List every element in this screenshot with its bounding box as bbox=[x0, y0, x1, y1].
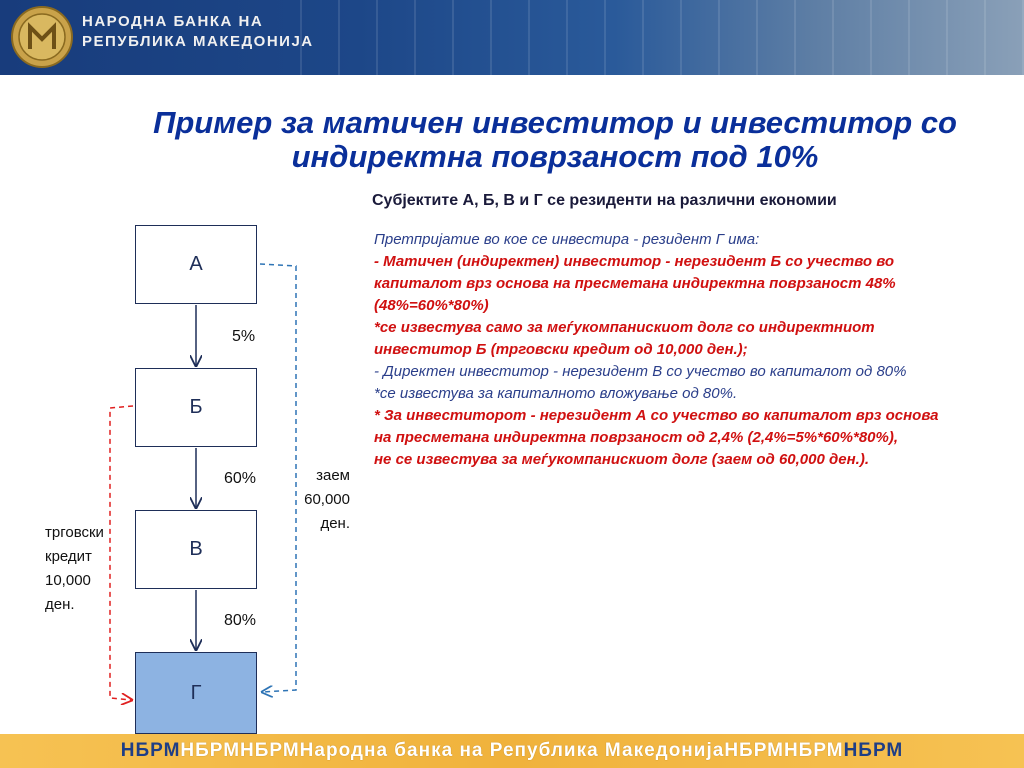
footer-text-part: НБРМНБРМ bbox=[724, 740, 844, 761]
footer-text-part: НБРМНБРМ bbox=[180, 740, 300, 761]
bank-name-line1: НАРОДНА БАНКА НА bbox=[82, 13, 264, 30]
bank-name-line2: РЕПУБЛИКА МАКЕДОНИЈА bbox=[82, 33, 314, 50]
pct-a-b: 5% bbox=[232, 328, 256, 345]
pct-b-v: 60% bbox=[224, 470, 257, 487]
entity-a-box: А bbox=[135, 225, 257, 304]
entity-v-box: В bbox=[135, 510, 257, 589]
trade-credit-label-line: ден. bbox=[45, 596, 75, 613]
description-line: (48%=60%*80%) bbox=[374, 297, 489, 314]
title-line2: индиректна поврзаност под 10% bbox=[291, 139, 819, 174]
loan-label-line: заем bbox=[316, 467, 350, 484]
trade-credit-label-line: кредит bbox=[45, 548, 92, 565]
trade-credit-label-line: трговски bbox=[45, 524, 104, 541]
trade-credit-label-line: 10,000 bbox=[45, 572, 91, 589]
description-line: *се известува само за меѓукомпанискиот долг со индиректниот bbox=[374, 319, 875, 336]
pct-v-g: 80% bbox=[224, 612, 257, 629]
description-line: * За инвеститорот - нерезидент А со учество во капиталот врз основа bbox=[374, 407, 939, 424]
loan-dashed-arrow bbox=[260, 264, 296, 692]
loan-label bbox=[302, 464, 350, 536]
description-line: - Директен инвеститор - нерезидент В со учество во капиталот од 80% bbox=[374, 363, 907, 380]
description-line: на пресметана индиректна поврзаност од 2,4% (2,4%=5%*60%*80%), bbox=[374, 429, 899, 446]
description-line: инвеститор Б (трговски кредит од 10,000 ден.); bbox=[374, 341, 748, 358]
trade-credit-label bbox=[45, 521, 104, 617]
footer-text-part: НБРМ bbox=[120, 740, 181, 761]
entity-g-box: Г bbox=[135, 652, 257, 734]
description-line: капиталот врз основа на пресметана индиректна поврзаност 48% bbox=[374, 275, 896, 292]
loan-label-line: 60,000 bbox=[304, 491, 350, 508]
description-line: - Матичен (индиректен) инвеститор - нерезидент Б со учество во bbox=[374, 253, 895, 270]
entity-b-box: Б bbox=[135, 368, 257, 447]
description-line: не се известува за меѓукомпанискиот долг (заем од 60,000 ден.). bbox=[374, 451, 870, 468]
subtitle: Субјектите А, Б, В и Г се резиденти на различни економии bbox=[372, 192, 837, 209]
loan-label-line: ден. bbox=[320, 515, 350, 532]
footer-text-part: Народна банка на Република Македонија bbox=[299, 740, 725, 761]
description-line: *се известува за капиталното вложување од 80%. bbox=[374, 385, 738, 402]
footer-text-part: НБРМ bbox=[843, 740, 904, 761]
trade-credit-dashed-arrow bbox=[110, 406, 133, 700]
footer-bar bbox=[0, 734, 1024, 768]
description-line: Претпријатие во кое се инвестира - резидент Г има: bbox=[374, 231, 760, 248]
title-line1: Пример за матичен инвеститор и инвеститор со bbox=[153, 105, 957, 140]
